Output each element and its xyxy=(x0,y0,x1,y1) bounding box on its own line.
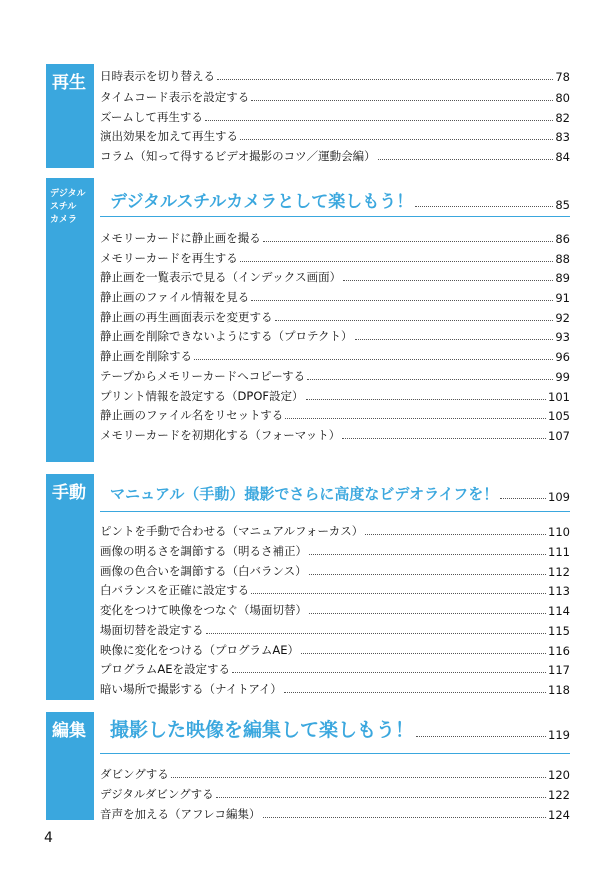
toc-entry-page: 116 xyxy=(548,644,570,658)
toc-entry-page: 80 xyxy=(555,91,570,105)
toc-entry[interactable] xyxy=(100,784,570,802)
toc-entry-page: 107 xyxy=(548,429,570,443)
toc-entry-title: 変化をつけて映像をつなぐ（場面切替） xyxy=(100,603,307,617)
toc-entry-page: 120 xyxy=(548,768,570,782)
section-heading-title: 撮影した映像を編集して楽しもう！ xyxy=(110,719,415,741)
section-heading-page: 109 xyxy=(548,490,570,504)
tab-manual-label: 手動 xyxy=(52,483,86,503)
section-divider xyxy=(100,216,570,217)
leader-dots xyxy=(378,159,554,160)
toc-entry-title: 音声を加える（アフレコ編集） xyxy=(100,807,261,821)
toc-entry-title: 映像に変化をつける（プログラムAE） xyxy=(100,643,300,657)
toc-entry-title: 白バランスを正確に設定する xyxy=(100,583,250,597)
toc-entry-title: 静止画のファイル名をリセットする xyxy=(100,408,284,422)
leader-dots xyxy=(263,241,554,242)
toc-entry-page: 118 xyxy=(548,683,570,697)
toc-entry[interactable] xyxy=(100,405,570,423)
toc-entry[interactable] xyxy=(100,804,570,822)
leader-dots xyxy=(309,574,546,575)
leader-dots xyxy=(205,120,553,121)
leader-dots xyxy=(301,653,546,654)
section-divider xyxy=(100,511,570,512)
toc-entry[interactable] xyxy=(100,620,570,638)
leader-dots xyxy=(206,633,547,634)
toc-entry[interactable] xyxy=(100,580,570,598)
toc-entry[interactable] xyxy=(100,228,570,246)
toc-entry-title: プリント情報を設定する（DPOF設定） xyxy=(100,389,304,403)
toc-entry-title: 画像の色合いを調節する（白バランス） xyxy=(100,564,307,578)
toc-entry-title: 静止画を削除する xyxy=(100,349,192,363)
toc-entry-page: 105 xyxy=(548,409,570,423)
toc-entry[interactable] xyxy=(100,346,570,364)
section-heading-page: 85 xyxy=(555,198,570,212)
toc-entry-page: 88 xyxy=(555,252,570,266)
tab-digital-still-line-3: カメラ xyxy=(50,215,78,225)
leader-dots xyxy=(500,498,546,499)
leader-dots xyxy=(306,399,547,400)
toc-entry-title: 演出効果を加えて再生する xyxy=(100,129,238,143)
toc-entry[interactable] xyxy=(100,126,570,144)
toc-entry[interactable] xyxy=(100,366,570,384)
leader-dots xyxy=(240,261,554,262)
toc-entry[interactable] xyxy=(100,66,570,84)
toc-entry-page: 82 xyxy=(555,111,570,125)
section-heading-title: マニュアル（手動）撮影でさらに高度なビデオライフを！ xyxy=(110,485,499,503)
leader-dots xyxy=(309,613,546,614)
toc-entry-page: 113 xyxy=(548,584,570,598)
toc-entry-title: 暗い場所で撮影する（ナイトアイ） xyxy=(100,682,282,696)
toc-entry[interactable] xyxy=(100,307,570,325)
leader-dots xyxy=(251,300,553,301)
toc-entry[interactable] xyxy=(100,287,570,305)
tab-playback-label: 再生 xyxy=(52,73,86,93)
leader-dots xyxy=(415,206,553,207)
toc-entry-page: 99 xyxy=(555,370,570,384)
leader-dots xyxy=(251,593,546,594)
toc-entry-title: ピントを手動で合わせる（マニュアルフォーカス） xyxy=(100,524,364,538)
leader-dots xyxy=(284,692,546,693)
toc-entry-page: 115 xyxy=(548,624,570,638)
tab-digital-still xyxy=(46,178,94,462)
leader-dots xyxy=(194,359,553,360)
leader-dots xyxy=(309,554,546,555)
toc-entry-page: 96 xyxy=(555,350,570,364)
leader-dots xyxy=(232,672,546,673)
tab-edit xyxy=(46,712,94,820)
leader-dots xyxy=(365,534,546,535)
toc-entry-page: 86 xyxy=(555,232,570,246)
toc-entry-page: 101 xyxy=(548,390,570,404)
toc-entry[interactable] xyxy=(100,87,570,105)
leader-dots xyxy=(343,280,553,281)
leader-dots xyxy=(285,418,546,419)
toc-entry-page: 111 xyxy=(548,545,570,559)
toc-entry-page: 91 xyxy=(555,291,570,305)
section-heading-manual[interactable] xyxy=(110,478,570,504)
section-heading-title: デジタルスチルカメラとして楽しもう！ xyxy=(110,192,414,212)
tab-playback xyxy=(46,64,94,168)
section-heading-digital[interactable] xyxy=(110,186,570,212)
page-number: 4 xyxy=(44,830,53,846)
toc-entry[interactable] xyxy=(100,386,570,404)
toc-entry-title: 静止画を削除できないようにする（プロテクト） xyxy=(100,329,353,343)
toc-entry-page: 78 xyxy=(555,70,570,84)
leader-dots xyxy=(275,320,554,321)
toc-entry[interactable] xyxy=(100,764,570,782)
toc-entry-title: 静止画の再生画面表示を変更する xyxy=(100,310,273,324)
toc-entry-title: メモリーカードを再生する xyxy=(100,251,238,265)
toc-entry-page: 124 xyxy=(548,808,570,822)
toc-entry[interactable] xyxy=(100,146,570,164)
toc-entry-page: 122 xyxy=(548,788,570,802)
toc-entry-title: 静止画のファイル情報を見る xyxy=(100,290,250,304)
toc-entry-title: ズームして再生する xyxy=(100,110,203,124)
tab-edit-label: 編集 xyxy=(52,721,86,741)
tab-digital-still-line-2: スチル xyxy=(50,202,77,212)
toc-entry-title: デジタルダビングする xyxy=(100,787,214,801)
toc-entry-title: 場面切替を設定する xyxy=(100,623,204,637)
leader-dots xyxy=(416,736,546,737)
toc-entry[interactable] xyxy=(100,521,570,539)
toc-entry-page: 83 xyxy=(555,130,570,144)
leader-dots xyxy=(240,139,553,140)
toc-entry-title: メモリーカードを初期化する（フォーマット） xyxy=(100,428,341,442)
toc-entry-page: 92 xyxy=(555,311,570,325)
toc-entry-page: 112 xyxy=(548,565,570,579)
toc-entry-title: メモリーカードに静止画を撮る xyxy=(100,231,261,245)
toc-entry[interactable] xyxy=(100,248,570,266)
toc-entry-title: テープからメモリーカードへコピーする xyxy=(100,369,306,383)
tab-manual xyxy=(46,474,94,700)
toc-entry-title: 画像の明るさを調節する（明るさ補正） xyxy=(100,544,307,558)
leader-dots xyxy=(307,379,553,380)
toc-entry-page: 89 xyxy=(555,271,570,285)
toc-entry-title: プログラムAEを設定する xyxy=(100,662,231,676)
toc-entry-page: 84 xyxy=(555,150,570,164)
toc-entry-title: ダビングする xyxy=(100,767,169,781)
toc-entry-page: 93 xyxy=(555,330,570,344)
toc-entry-page: 117 xyxy=(548,663,570,677)
toc-entry[interactable] xyxy=(100,640,570,658)
toc-entry[interactable] xyxy=(100,659,570,677)
toc-entry[interactable] xyxy=(100,600,570,618)
section-heading-page: 119 xyxy=(548,728,570,742)
leader-dots xyxy=(342,438,546,439)
toc-entry-title: 静止画を一覧表示で見る（インデックス画面） xyxy=(100,270,342,284)
toc-entry[interactable] xyxy=(100,107,570,125)
toc-entry-title: 日時表示を切り替える xyxy=(100,69,215,83)
toc-entry[interactable] xyxy=(100,561,570,579)
leader-dots xyxy=(217,79,553,80)
leader-dots xyxy=(251,100,553,101)
toc-entry-title: コラム（知って得するビデオ撮影のコツ／運動会編） xyxy=(100,149,376,163)
section-heading-edit[interactable] xyxy=(110,716,570,742)
section-divider xyxy=(100,753,570,754)
toc-entry-page: 114 xyxy=(548,604,570,618)
toc-entry-page: 110 xyxy=(548,525,570,539)
toc-entry-title: タイムコード表示を設定する xyxy=(100,90,250,104)
leader-dots xyxy=(263,817,547,818)
toc-entry[interactable] xyxy=(100,267,570,285)
toc-entry[interactable] xyxy=(100,326,570,344)
toc-entry[interactable] xyxy=(100,679,570,697)
tab-digital-still-line-1: デジタル xyxy=(50,189,86,199)
toc-entry[interactable] xyxy=(100,425,570,443)
leader-dots xyxy=(171,777,546,778)
toc-entry[interactable] xyxy=(100,541,570,559)
leader-dots xyxy=(355,339,554,340)
leader-dots xyxy=(216,797,546,798)
